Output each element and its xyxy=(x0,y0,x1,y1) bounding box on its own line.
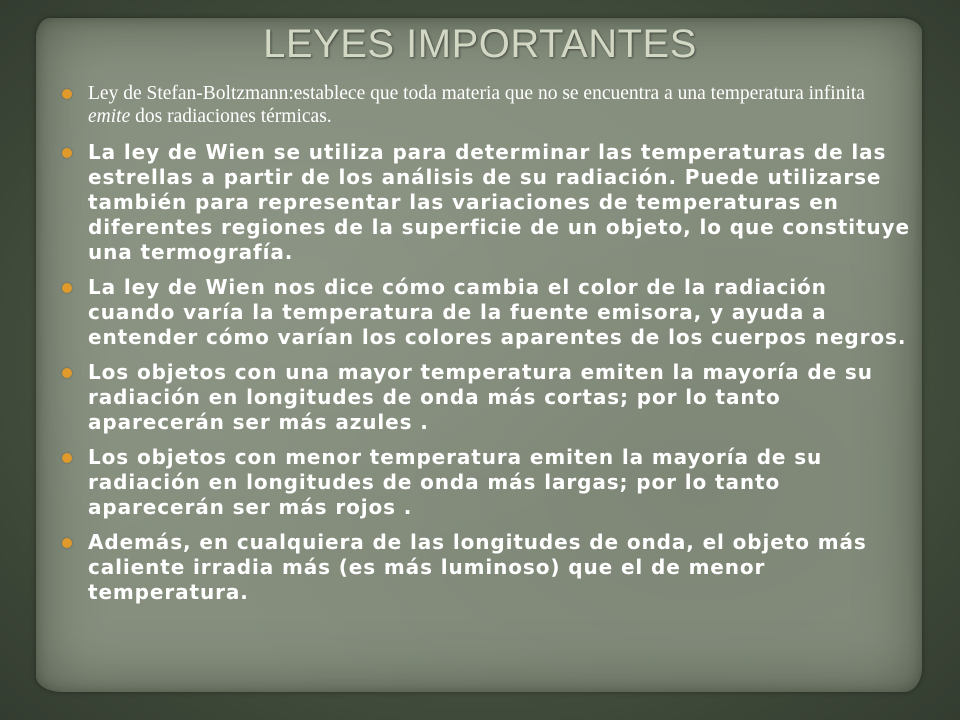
bullet-dot-icon xyxy=(62,453,72,463)
bullet-text: La ley de Wien se utiliza para determinar las temperaturas de las estrellas a partir de los análisis de su radiación. Puede utilizarse también para representar las variaciones de temperaturas en diferentes regiones de la superficie de un objeto, lo que constituye una termografía. xyxy=(88,140,910,264)
bullet-item-stefan-boltzmann xyxy=(62,82,912,128)
slide-title: LEYES IMPORTANTES xyxy=(263,22,697,66)
bullet-emphasis: emite xyxy=(88,106,131,127)
bullet-item-cool-objects xyxy=(62,445,912,520)
bullet-text-end: dos radiaciones térmicas. xyxy=(130,106,332,127)
bullet-item-wien-uses xyxy=(62,140,912,265)
bullet-dot-icon xyxy=(62,148,72,158)
bullet-item-hot-objects xyxy=(62,360,912,435)
bullet-item-luminosity xyxy=(62,530,912,605)
bullet-dot-icon xyxy=(62,368,72,378)
bullet-text: Los objetos con menor temperatura emiten la mayoría de su radiación en longitudes de onda más largas; por lo tanto aparecerán ser más rojos . xyxy=(88,445,823,519)
bullet-text: La ley de Wien nos dice cómo cambia el color de la radiación cuando varía la temperatura de la fuente emisora, y ayuda a entender cómo varían los colores aparentes de los cuerpos negros. xyxy=(88,275,907,349)
bullet-text: Ley de Stefan-Boltzmann:establece que toda materia que no se encuentra a una temperatura infinita xyxy=(88,83,865,104)
bullet-dot-icon xyxy=(62,283,72,293)
bullet-item-wien-color xyxy=(62,275,912,350)
bullet-dot-icon xyxy=(62,538,72,548)
bullet-list xyxy=(62,82,912,615)
bullet-text: Además, en cualquiera de las longitudes de onda, el objeto más caliente irradia más (es más luminoso) que el de menor temperatura. xyxy=(88,530,867,604)
bullet-dot-icon xyxy=(62,89,72,99)
bullet-text: Los objetos con una mayor temperatura emiten la mayoría de su radiación en longitudes de onda más cortas; por lo tanto aparecerán ser más azules . xyxy=(88,360,873,434)
